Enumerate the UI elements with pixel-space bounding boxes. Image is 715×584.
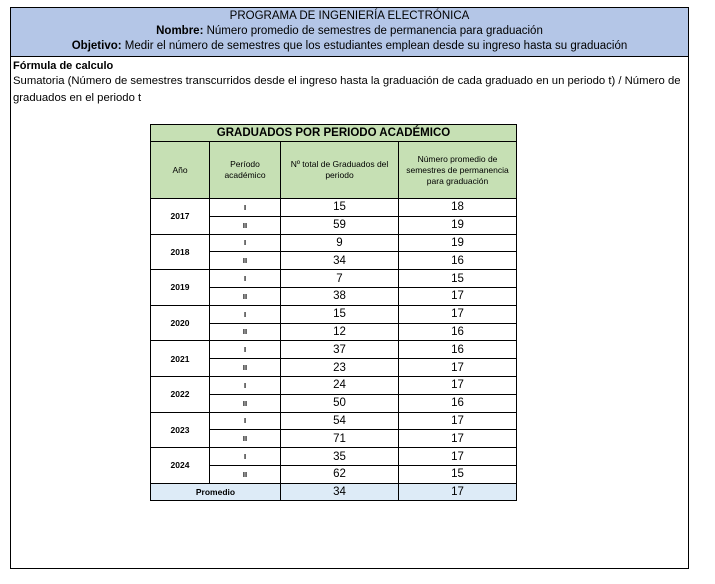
footer-avg: 17 bbox=[399, 483, 517, 500]
objective-label: Objetivo: bbox=[71, 40, 122, 52]
period-cell: I bbox=[210, 234, 281, 252]
table-row bbox=[151, 270, 517, 288]
header-period: Período académico bbox=[210, 142, 281, 199]
table-row bbox=[151, 305, 517, 323]
spreadsheet-sheet bbox=[10, 7, 689, 569]
period-cell: II bbox=[210, 323, 281, 341]
total-graduates-cell: 38 bbox=[281, 287, 399, 305]
period-cell: II bbox=[210, 430, 281, 448]
avg-semesters-cell: 16 bbox=[399, 341, 517, 359]
footer-label: Promedio bbox=[151, 483, 281, 500]
name-label: Nombre: bbox=[156, 25, 204, 37]
avg-semesters-cell: 16 bbox=[399, 323, 517, 341]
avg-semesters-cell: 17 bbox=[399, 359, 517, 377]
name-value: Número promedio de semestres de permanencia para graduación bbox=[206, 25, 543, 37]
period-cell: II bbox=[210, 252, 281, 270]
avg-semesters-cell: 19 bbox=[399, 216, 517, 234]
table-title: GRADUADOS POR PERIODO ACADÉMICO bbox=[151, 125, 517, 142]
period-cell: I bbox=[210, 199, 281, 217]
avg-semesters-cell: 17 bbox=[399, 305, 517, 323]
header-total-graduates: Nº total de Graduados del periodo bbox=[281, 142, 399, 199]
formula-title: Fórmula de calculo bbox=[13, 60, 114, 72]
total-graduates-cell: 23 bbox=[281, 359, 399, 377]
total-graduates-cell: 62 bbox=[281, 465, 399, 483]
total-graduates-cell: 34 bbox=[281, 252, 399, 270]
formula-text bbox=[11, 73, 688, 107]
period-cell: I bbox=[210, 376, 281, 394]
table-row bbox=[151, 341, 517, 359]
table-row bbox=[151, 376, 517, 394]
period-cell: II bbox=[210, 287, 281, 305]
table-row bbox=[151, 448, 517, 466]
total-graduates-cell: 12 bbox=[281, 323, 399, 341]
year-cell: 2021 bbox=[151, 341, 210, 377]
total-graduates-cell: 9 bbox=[281, 234, 399, 252]
objective-value: Medir el número de semestres que los estudiantes emplean desde su ingreso hasta su graduación bbox=[124, 40, 628, 52]
avg-semesters-cell: 17 bbox=[399, 430, 517, 448]
total-graduates-cell: 59 bbox=[281, 216, 399, 234]
year-cell: 2022 bbox=[151, 376, 210, 412]
formula-text-line-2: graduados en el periodo t bbox=[13, 92, 142, 104]
period-cell: I bbox=[210, 412, 281, 430]
indicator-name bbox=[11, 24, 688, 39]
indicator-objective bbox=[11, 39, 688, 54]
year-cell: 2017 bbox=[151, 199, 210, 235]
avg-semesters-cell: 16 bbox=[399, 394, 517, 412]
period-cell: II bbox=[210, 216, 281, 234]
total-graduates-cell: 37 bbox=[281, 341, 399, 359]
avg-semesters-cell: 17 bbox=[399, 448, 517, 466]
footer-total: 34 bbox=[281, 483, 399, 500]
period-cell: I bbox=[210, 270, 281, 288]
header-year: Año bbox=[151, 142, 210, 199]
period-cell: II bbox=[210, 465, 281, 483]
total-graduates-cell: 71 bbox=[281, 430, 399, 448]
total-graduates-cell: 35 bbox=[281, 448, 399, 466]
period-cell: I bbox=[210, 448, 281, 466]
program-title: PROGRAMA DE INGENIERÍA ELECTRÓNICA bbox=[229, 10, 470, 22]
period-cell: I bbox=[210, 341, 281, 359]
table-row bbox=[151, 412, 517, 430]
table-row bbox=[151, 234, 517, 252]
period-cell: I bbox=[210, 305, 281, 323]
period-cell: II bbox=[210, 394, 281, 412]
year-cell: 2020 bbox=[151, 305, 210, 341]
avg-semesters-cell: 17 bbox=[399, 287, 517, 305]
period-cell: II bbox=[210, 359, 281, 377]
avg-semesters-cell: 15 bbox=[399, 270, 517, 288]
header-avg-semesters: Número promedio de semestres de permanencia para graduación bbox=[399, 142, 517, 199]
table-row bbox=[151, 199, 517, 217]
year-cell: 2024 bbox=[151, 448, 210, 484]
formula-text-line-1: Sumatoria (Número de semestres transcurridos desde el ingreso hasta la graduación de cada graduado en un periodo t) / Número de bbox=[13, 75, 681, 87]
total-graduates-cell: 7 bbox=[281, 270, 399, 288]
total-graduates-cell: 15 bbox=[281, 305, 399, 323]
table-body bbox=[151, 199, 517, 484]
graduates-table bbox=[150, 124, 517, 501]
avg-semesters-cell: 18 bbox=[399, 199, 517, 217]
year-cell: 2018 bbox=[151, 234, 210, 270]
total-graduates-cell: 54 bbox=[281, 412, 399, 430]
report-header bbox=[11, 8, 688, 57]
avg-semesters-cell: 17 bbox=[399, 376, 517, 394]
avg-semesters-cell: 16 bbox=[399, 252, 517, 270]
avg-semesters-cell: 19 bbox=[399, 234, 517, 252]
total-graduates-cell: 50 bbox=[281, 394, 399, 412]
avg-semesters-cell: 17 bbox=[399, 412, 517, 430]
total-graduates-cell: 24 bbox=[281, 376, 399, 394]
avg-semesters-cell: 15 bbox=[399, 465, 517, 483]
year-cell: 2023 bbox=[151, 412, 210, 448]
total-graduates-cell: 15 bbox=[281, 199, 399, 217]
year-cell: 2019 bbox=[151, 270, 210, 306]
